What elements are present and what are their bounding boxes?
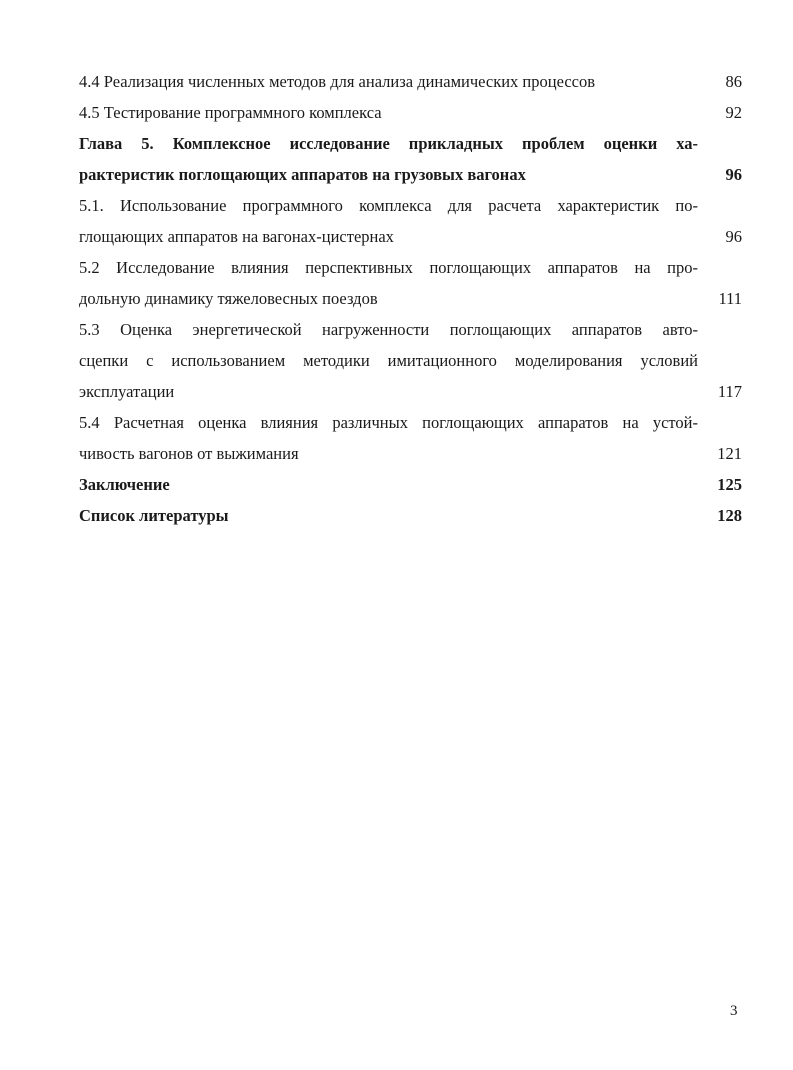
page-number: 3 xyxy=(730,1003,738,1019)
toc-entry-chapter-5 xyxy=(79,128,742,190)
toc-entry-title-line: Список литературы xyxy=(79,506,229,525)
toc-entry-5-2 xyxy=(79,252,742,314)
toc-entry-title-line: глощающих аппаратов на вагонах-цистернах xyxy=(79,227,394,246)
toc-entry-4-5 xyxy=(79,97,742,128)
toc-entry-conclusion xyxy=(79,469,742,500)
toc-entry-title-line: 5.3 Оценка энергетической нагруженности поглощающих аппаратов авто- xyxy=(79,320,698,339)
toc-entry-title-line: дольную динамику тяжеловесных поездов xyxy=(79,289,378,308)
toc-entry-5-1 xyxy=(79,190,742,252)
toc-entry-title-line: эксплуатации xyxy=(79,382,175,401)
toc-entry-title-line: Глава 5. Комплексное исследование прикладных проблем оценки ха- xyxy=(79,134,698,153)
toc-entry-page-number: 96 xyxy=(725,227,742,246)
toc-entry-title-line: чивость вагонов от выжимания xyxy=(79,444,299,463)
toc-entry-page-number: 128 xyxy=(717,506,742,525)
toc-entry-page-number: 117 xyxy=(717,382,742,401)
toc-entry-page-number: 92 xyxy=(725,103,742,122)
toc-entry-page-number: 96 xyxy=(725,165,742,184)
toc-entry-title-line: сцепки с использованием методики имитационного моделирования условий xyxy=(79,351,698,370)
toc-entry-page-number: 125 xyxy=(717,475,742,494)
toc-entry-title-line: 5.4 Расчетная оценка влияния различных поглощающих аппаратов на устой- xyxy=(79,413,698,432)
toc-entry-title-line: Заключение xyxy=(79,475,170,494)
toc-entry-references xyxy=(79,500,742,531)
toc-entry-page-number: 111 xyxy=(718,289,742,308)
toc-entry-5-4 xyxy=(79,407,742,469)
toc-entry-title-line: 5.2 Исследование влияния перспективных поглощающих аппаратов на про- xyxy=(79,258,698,277)
toc-entry-title-line: рактеристик поглощающих аппаратов на грузовых вагонах xyxy=(79,165,526,184)
toc-entry-title-line: 4.5 Тестирование программного комплекса xyxy=(79,103,382,122)
toc-entry-page-number: 86 xyxy=(725,72,742,91)
toc-entry-5-3 xyxy=(79,314,742,407)
table-of-contents xyxy=(79,66,742,531)
toc-entry-title-line: 4.4 Реализация численных методов для анализа динамических процессов xyxy=(79,72,596,91)
toc-entry-4-4 xyxy=(79,66,742,97)
toc-entry-page-number: 121 xyxy=(717,444,742,463)
toc-entry-title-line: 5.1. Использование программного комплекса для расчета характеристик по- xyxy=(79,196,698,215)
